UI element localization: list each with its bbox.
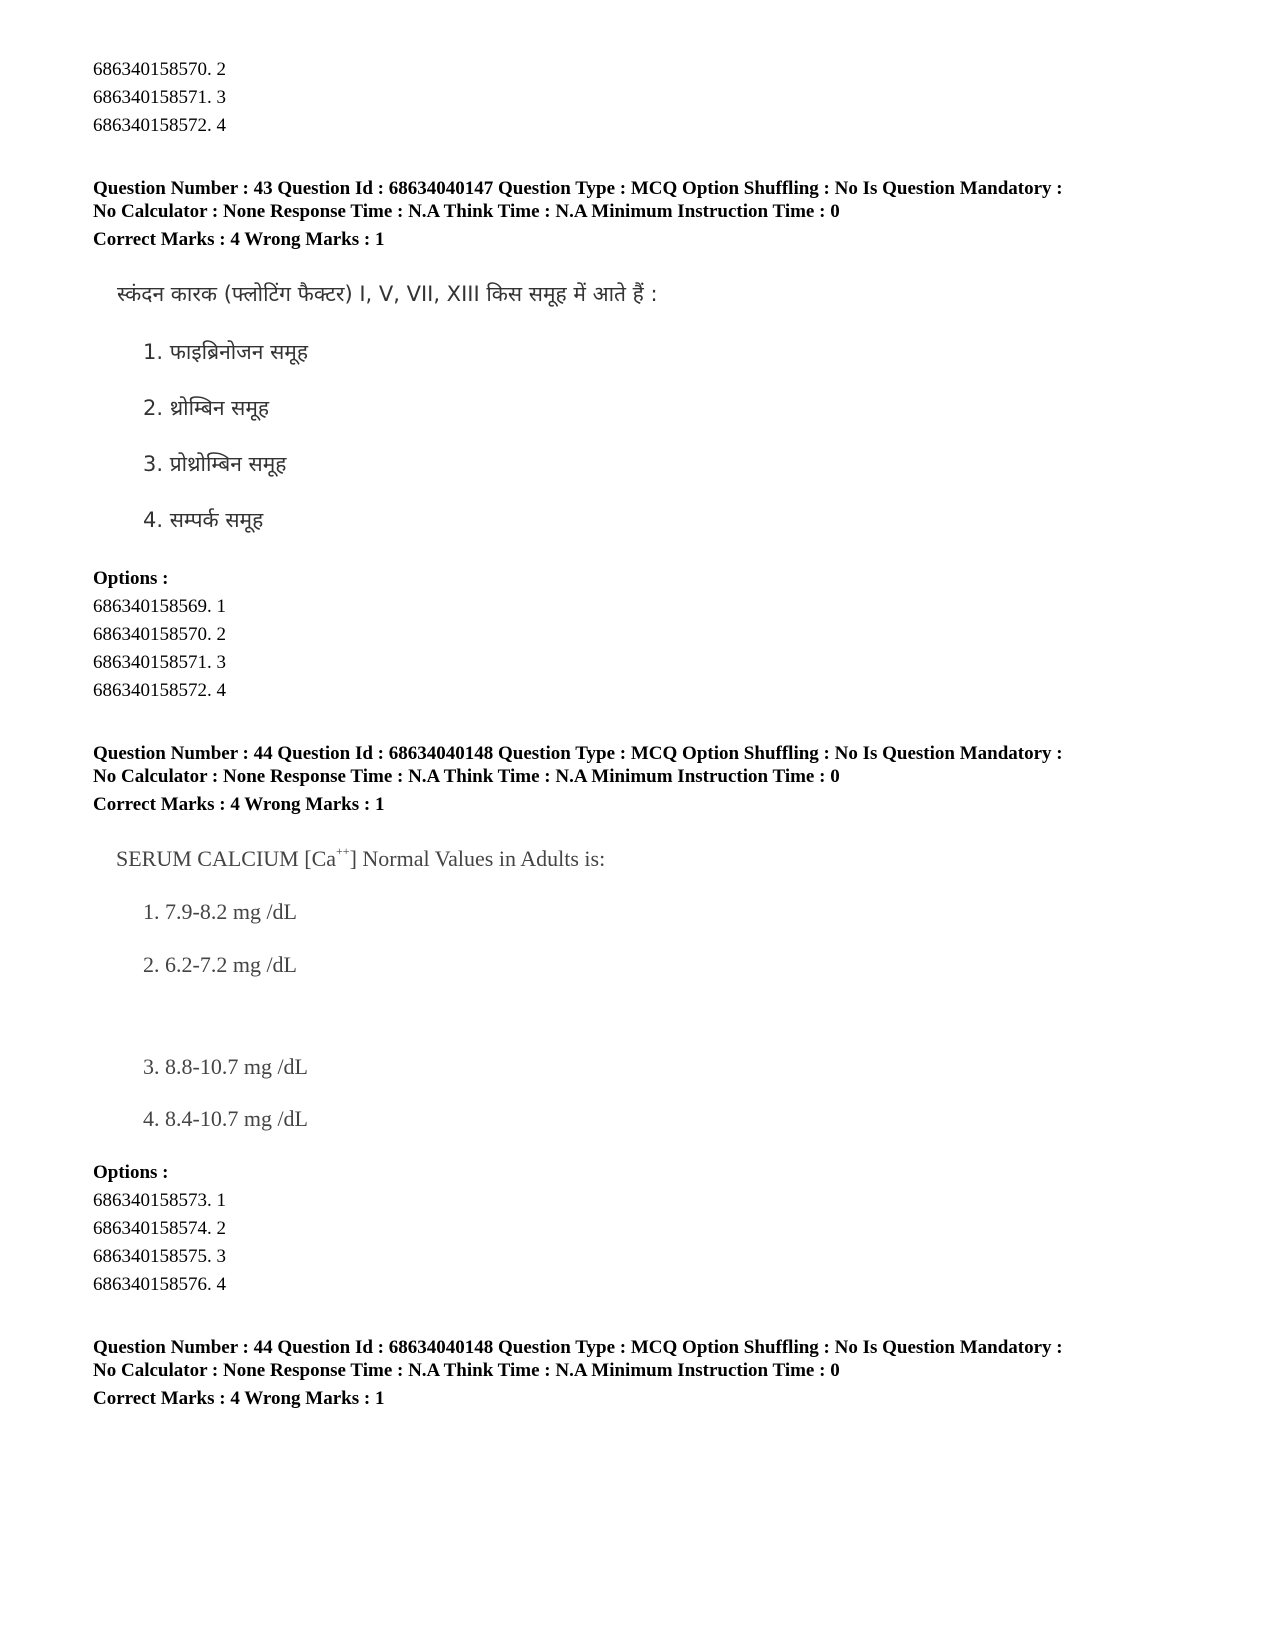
question-header-cont: No Calculator : None Response Time : N.A Think Time : N.A Minimum Instruction Time : 0 [93,201,840,222]
option-line: 686340158571. 3 [93,87,226,108]
answer-choice: 1. फाइब्रिनोजन समूह [143,340,308,364]
question-header: Question Number : 43 Question Id : 68634040147 Question Type : MCQ Option Shuffling : No Is Question Mandatory : [93,178,1063,199]
answer-choice: 4. 8.4-10.7 mg /dL [143,1106,308,1131]
answer-choice: 3. 8.8-10.7 mg /dL [143,1054,308,1079]
option-line: 686340158575. 3 [93,1246,226,1267]
question-text-pre: SERUM CALCIUM [Ca [116,846,337,871]
question-header-cont: No Calculator : None Response Time : N.A Think Time : N.A Minimum Instruction Time : 0 [93,766,840,787]
answer-choice: 2. 6.2-7.2 mg /dL [143,952,297,977]
option-line: 686340158572. 4 [93,680,226,701]
option-line: 686340158569. 1 [93,596,226,617]
question-header: Question Number : 44 Question Id : 68634040148 Question Type : MCQ Option Shuffling : No Is Question Mandatory : [93,1337,1063,1358]
options-label: Options : [93,568,169,589]
option-line: 686340158573. 1 [93,1190,226,1211]
question-text [116,843,606,872]
options-label: Options : [93,1162,169,1183]
question-text: स्कंदन कारक (फ्लोटिंग फैक्टर) I, V, VII, XIII किस समूह में आते हैं : [117,282,658,306]
marks-line: Correct Marks : 4 Wrong Marks : 1 [93,794,385,815]
marks-line: Correct Marks : 4 Wrong Marks : 1 [93,1388,385,1409]
question-text-post: ] Normal Values in Adults is: [349,846,606,871]
option-line: 686340158570. 2 [93,624,226,645]
ion-charge: ++ [336,843,350,858]
option-line: 686340158570. 2 [93,59,226,80]
question-header-cont: No Calculator : None Response Time : N.A Think Time : N.A Minimum Instruction Time : 0 [93,1360,840,1381]
option-line: 686340158574. 2 [93,1218,226,1239]
question-header: Question Number : 44 Question Id : 68634040148 Question Type : MCQ Option Shuffling : No Is Question Mandatory : [93,743,1063,764]
marks-line: Correct Marks : 4 Wrong Marks : 1 [93,229,385,250]
answer-choice: 3. प्रोथ्रोम्बिन समूह [143,452,287,476]
option-line: 686340158572. 4 [93,115,226,136]
answer-choice: 1. 7.9-8.2 mg /dL [143,899,297,924]
answer-choice: 4. सम्पर्क समूह [143,508,264,532]
option-line: 686340158576. 4 [93,1274,226,1295]
answer-choice: 2. थ्रोम्बिन समूह [143,396,270,420]
option-line: 686340158571. 3 [93,652,226,673]
